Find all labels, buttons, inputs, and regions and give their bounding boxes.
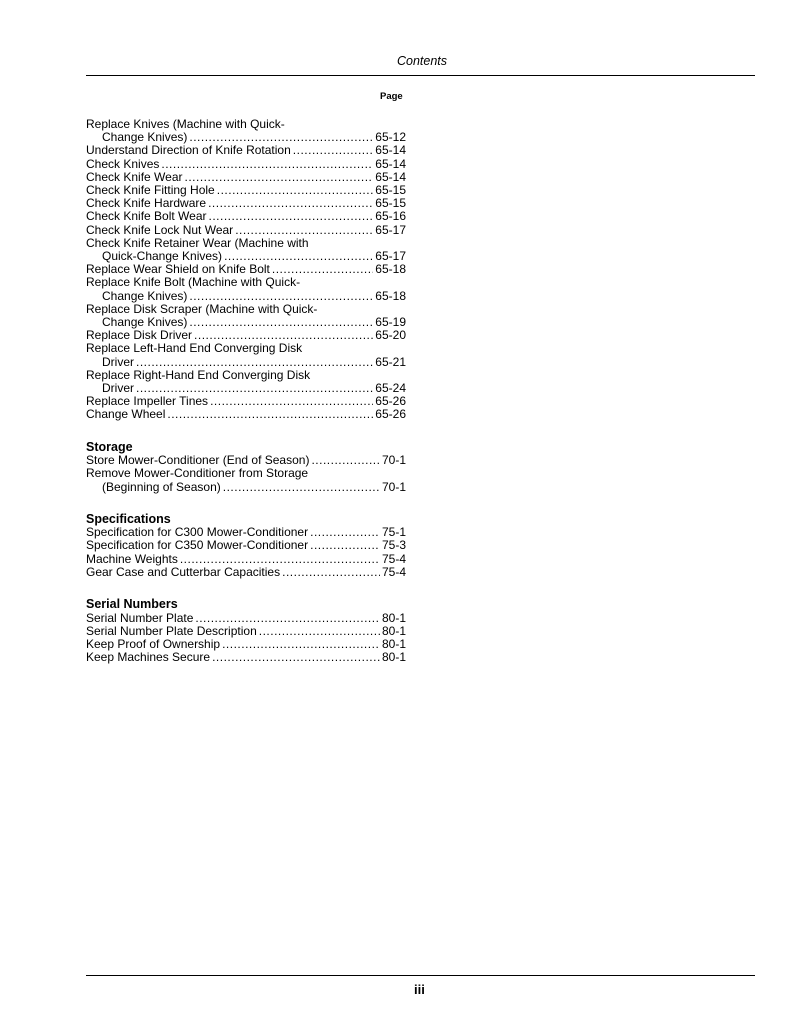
toc-section: [86, 118, 406, 422]
toc-entry-text: Specification for C300 Mower-Conditioner: [86, 525, 309, 540]
toc-entry[interactable]: [86, 237, 406, 263]
toc-entry-page: 75-3: [381, 538, 406, 553]
toc-entry-text: Check Knife Wear: [86, 169, 183, 184]
toc-entry[interactable]: [86, 276, 406, 302]
toc-entry-page: 65-14: [375, 156, 406, 171]
toc-entry[interactable]: [86, 118, 406, 144]
toc-entry-page: 70-1: [381, 479, 406, 494]
toc-entry-text: Replace Right-Hand End Converging Disk: [86, 367, 311, 382]
toc-entry-page: 65-20: [375, 328, 406, 343]
toc-entry-text: Understand Direction of Knife Rotation: [86, 143, 291, 158]
toc-entry-text: Specification for C350 Mower-Conditioner: [86, 538, 309, 553]
toc-entry-page: 65-14: [375, 143, 406, 158]
toc-leader-dots: [259, 625, 380, 638]
toc-leader-dots: [311, 454, 380, 467]
toc-leader-dots: [310, 539, 380, 552]
table-of-contents: [86, 118, 406, 664]
toc-entry-text: Change Knives): [102, 130, 188, 145]
toc-leader-dots: [136, 356, 373, 369]
toc-entry-page: 80-1: [381, 623, 406, 638]
toc-entry-text: Keep Proof of Ownership: [86, 637, 221, 651]
toc-entry-text: Remove Mower-Conditioner from Storage: [86, 466, 309, 481]
toc-entry-text: Change Wheel: [86, 407, 166, 422]
toc-leader-dots: [189, 290, 373, 303]
toc-leader-dots: [161, 158, 373, 171]
toc-entry[interactable]: [86, 303, 406, 329]
toc-entry-text: Driver: [102, 354, 134, 369]
toc-entry-text: Replace Knives (Machine with Quick-: [86, 117, 285, 131]
toc-entry[interactable]: [86, 467, 406, 493]
toc-entry[interactable]: [86, 342, 406, 368]
toc-entry-page: 70-1: [381, 453, 406, 468]
header-rule: [86, 75, 755, 76]
toc-entry-text: Serial Number Plate: [86, 610, 194, 625]
toc-leader-dots: [282, 566, 380, 579]
toc-entry-text: (Beginning of Season): [102, 479, 221, 494]
toc-entry[interactable]: [86, 369, 406, 395]
toc-entry-page: 65-18: [375, 288, 406, 303]
toc-entry-page: 65-14: [375, 169, 406, 184]
toc-entry-page: 65-15: [375, 196, 406, 211]
toc-entry-page: 80-1: [381, 650, 406, 665]
toc-entry-page: 65-17: [375, 222, 406, 237]
toc-section: [86, 441, 406, 494]
toc-entry-text: Replace Wear Shield on Knife Bolt: [86, 262, 270, 277]
toc-leader-dots: [217, 184, 374, 197]
toc-entry-page: 75-4: [381, 564, 406, 579]
toc-leader-dots: [167, 408, 373, 421]
toc-leader-dots: [208, 197, 373, 210]
toc-entry-text: Check Knife Retainer Wear (Machine with: [86, 235, 309, 250]
page-column-label: Page: [380, 91, 403, 102]
toc-entry-page: 80-1: [381, 637, 406, 651]
toc-entry-text: Change Knives): [102, 315, 188, 330]
toc-section: [86, 598, 406, 664]
toc-entry-page: 75-4: [381, 551, 406, 566]
toc-entry-page: 65-16: [375, 209, 406, 224]
toc-leader-dots: [209, 210, 374, 223]
toc-section: [86, 513, 406, 579]
footer-rule: [86, 975, 755, 976]
toc-entry-text: Replace Impeller Tines: [86, 394, 209, 409]
toc-section-title: Specifications: [86, 511, 171, 526]
toc-entry[interactable]: [86, 210, 406, 223]
toc-leader-dots: [223, 481, 380, 494]
toc-entry-text: Quick-Change Knives): [102, 249, 223, 264]
toc-entry-text: Replace Disk Driver: [86, 328, 193, 343]
toc-entry-page: 65-17: [375, 249, 406, 264]
toc-entry-text: Replace Knife Bolt (Machine with Quick-: [86, 275, 301, 290]
toc-entry-page: 80-1: [381, 610, 406, 625]
toc-section-title: Storage: [86, 439, 133, 454]
toc-entry-text: Store Mower-Conditioner (End of Season): [86, 453, 310, 468]
toc-entry-page: 65-21: [375, 354, 406, 369]
toc-entry-text: Machine Weights: [86, 551, 178, 566]
toc-entry-page: 65-24: [375, 381, 406, 396]
toc-entry[interactable]: [86, 224, 406, 237]
toc-entry-text: Check Knife Bolt Wear: [86, 209, 207, 224]
toc-entry-page: 75-1: [381, 525, 406, 540]
footer-page-number: iii: [414, 982, 425, 997]
toc-entry-text: Change Knives): [102, 288, 188, 303]
toc-entry[interactable]: [86, 566, 406, 579]
toc-entry-text: Check Knife Lock Nut Wear: [86, 222, 234, 237]
toc-entry[interactable]: [86, 651, 406, 664]
toc-entry-page: 65-26: [375, 394, 406, 409]
toc-entry-text: Serial Number Plate Description: [86, 623, 257, 638]
toc-entry[interactable]: [86, 408, 406, 421]
toc-leader-dots: [180, 553, 380, 566]
toc-entry-text: Replace Left-Hand End Converging Disk: [86, 341, 303, 356]
toc-entry[interactable]: [86, 158, 406, 171]
toc-entry-page: 65-18: [375, 262, 406, 277]
toc-section-title: Serial Numbers: [86, 597, 178, 612]
toc-entry-text: Check Knife Fitting Hole: [86, 183, 215, 198]
toc-leader-dots: [212, 651, 380, 664]
toc-entry[interactable]: [86, 539, 406, 552]
toc-entry-page: 65-19: [375, 315, 406, 330]
toc-leader-dots: [195, 612, 380, 625]
toc-leader-dots: [235, 224, 373, 237]
toc-entry-page: 65-12: [375, 130, 406, 145]
toc-entry[interactable]: [86, 553, 406, 566]
toc-entry-text: Replace Disk Scraper (Machine with Quick-: [86, 301, 318, 316]
toc-leader-dots: [210, 395, 373, 408]
toc-entry-text: Check Knives: [86, 156, 160, 171]
toc-leader-dots: [310, 526, 380, 539]
toc-leader-dots: [222, 638, 380, 651]
page-header-title: Contents: [396, 54, 447, 68]
toc-entry-page: 65-15: [375, 183, 406, 198]
toc-entry-text: Gear Case and Cutterbar Capacities: [86, 564, 281, 579]
toc-entry[interactable]: [86, 144, 406, 157]
toc-leader-dots: [189, 316, 373, 329]
toc-entry-text: Check Knife Hardware: [86, 196, 207, 211]
toc-leader-dots: [293, 144, 374, 157]
toc-entry-page: 65-26: [375, 407, 406, 422]
toc-entry-text: Keep Machines Secure: [86, 650, 211, 665]
toc-entry[interactable]: [86, 612, 406, 625]
toc-entry-text: Driver: [102, 381, 134, 396]
